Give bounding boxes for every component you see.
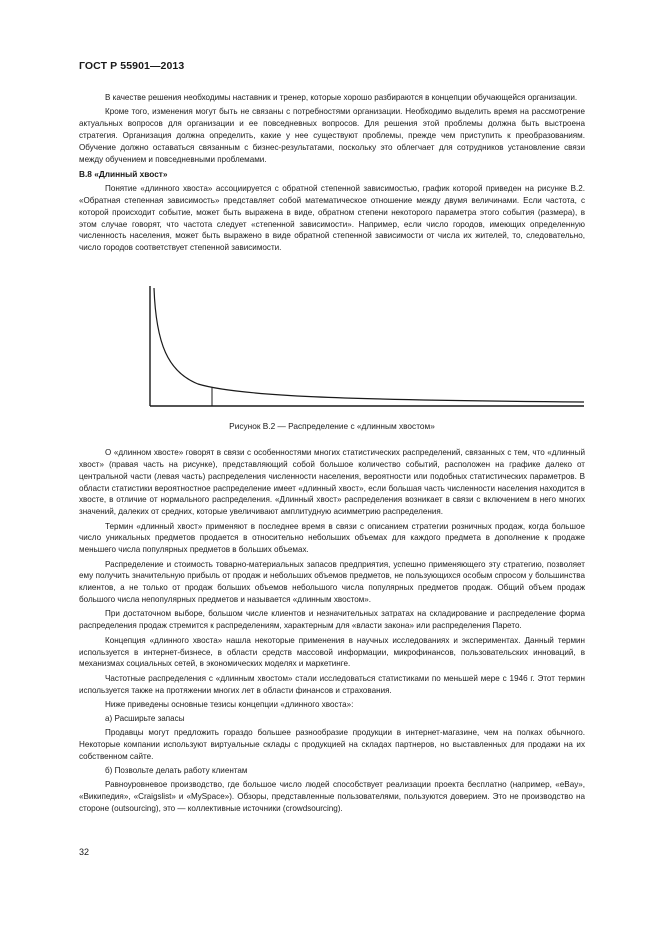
list-b-paragraph: Равноуровневое производство, где большое число людей способствует реализации проекта бесплатно (например, «eBay», «Википедия», «Craigslist» и «MySpace»). Обзоры, представленные пользователями, пользуются доверием. Это не производство на стороне (outsourcing), это — коллективные источники (crowdsourcing).: [79, 779, 585, 813]
body-paragraph: Ниже приведены основные тезисы концепции «длинного хвоста»:: [105, 699, 354, 709]
long-tail-curve: [154, 288, 584, 402]
body-paragraph: Частотные распределения с «длинным хвостом» стали исследоваться статистиками по меньшей мере с 1946 г. Этот термин используется также на протяжении многих лет в области финансов и страхования.: [79, 673, 585, 695]
section-heading-b8: В.8 «Длинный хвост»: [79, 169, 168, 180]
list-a-paragraph: Продавцы могут предложить гораздо большее разнообразие продукции в интернет-магазине, чем на полках обычного. Некоторые компании используют виртуальные склады с продукцией на складах партнеров, но выставленных для продажи на их собственном сайте.: [79, 728, 585, 761]
body-paragraph: Термин «длинный хвост» применяют в последнее время в связи с описанием стратегии розничных продаж, когда большое число уникальных предметов продается в относительно небольших объемах для каждого предмета в дополнение к продаже меньшего числа популярных предметов в больших объемах.: [79, 521, 585, 555]
intro-paragraph-1: В качестве решения необходимы наставник и тренер, которые хорошо разбираются в концепции обучающейся организации.: [105, 93, 578, 102]
intro-section: [79, 92, 585, 257]
long-tail-figure: [138, 284, 588, 414]
list-item-b: б) Позвольте делать работу клиентам: [105, 766, 248, 776]
body-section: [79, 447, 585, 817]
body-paragraph: Распределение и стоимость товарно-материальных запасов предприятия, успешно применяющего эту стратегию, позволяет ему получить значительную прибыль от продаж и небольших объемов предметов, не пользующихся особым спросом у большинства клиентов, а не только от продаж больших объемов небольшого числа популярных предметов продаж. Общий объем продаж большого числа непопулярных предметов и называется «длинным хвостом».: [79, 559, 585, 605]
page-number: 32: [79, 847, 90, 857]
figure-caption: Рисунок В.2 — Распределение с «длинным хвостом»: [229, 421, 435, 431]
body-paragraph: При достаточном выборе, большом числе клиентов и незначительных затратах на складирование и распределение форма распределения продаж стремится к распределениям, характерным для «власти закона» или распределения Парето.: [79, 609, 585, 631]
list-item-a: а) Расширьте запасы: [105, 714, 185, 724]
document-standard-header: ГОСТ Р 55901—2013: [79, 60, 185, 72]
body-paragraph: О «длинном хвосте» говорят в связи с особенностями многих статистических распределений, связанных с тем, что «длинный хвост» (правая часть на рисунке), представляющий собой большое количество событий, расположен на графике далеко от центральной части (левая часть) распределения численности населения, вероятности или подобных статистических параметров. В области статистики вероятностное распределение имеет «длинный хвост», если большая часть численности населения находится в хвосте, в отличие от нормального распределения. «Длинный хвост» распределения возникает в связи с включением в него многих значений, далеких от средних, которые увеличивают амплитудную асимметрию распределения.: [79, 448, 585, 517]
intro-paragraph-2: Кроме того, изменения могут быть не связаны с потребностями организации. Необходимо выделить время на рассмотрение актуальных вопросов для организации и ее повседневных вопросов. Для решения этой проблемы должна быть выстроена стратегия. Организация должна определить, какие у нее существуют проблемы, прежде чем приступить к преобразованиям. Обучение должно оставаться связанным с бизнес-результатами, поскольку это облегчает для сотрудников установление связи между обучением и повседневными проблемами.: [79, 107, 585, 164]
b8-paragraph-1: Понятие «длинного хвоста» ассоциируется с обратной степенной зависимостью, график которой приведен на рисунке В.2. «Обратная степенная зависимость» представляет собой математическое отношение между двумя величинами. Если частота, с которой происходит событие, может быть выражена в виде, обратном степени некоторого параметра этого события (размера), в этом случае говорят, что частота следует «степенной зависимости». Например, если число городов, имеющих определенную численность населения, может быть выражено в виде обратной степенной зависимости от числа их жителей, то, следовательно, число городов соответствует степенной зависимости.: [79, 184, 585, 253]
body-paragraph: Концепция «длинного хвоста» нашла некоторые применения в научных исследованиях и экспериментах. Данный термин используется в интернет-бизнесе, в области средств массовой информации, микрофинансов, пользовательских инноваций, в механизмах социальных сетей, в экономических моделях и маркетинге.: [79, 635, 585, 669]
